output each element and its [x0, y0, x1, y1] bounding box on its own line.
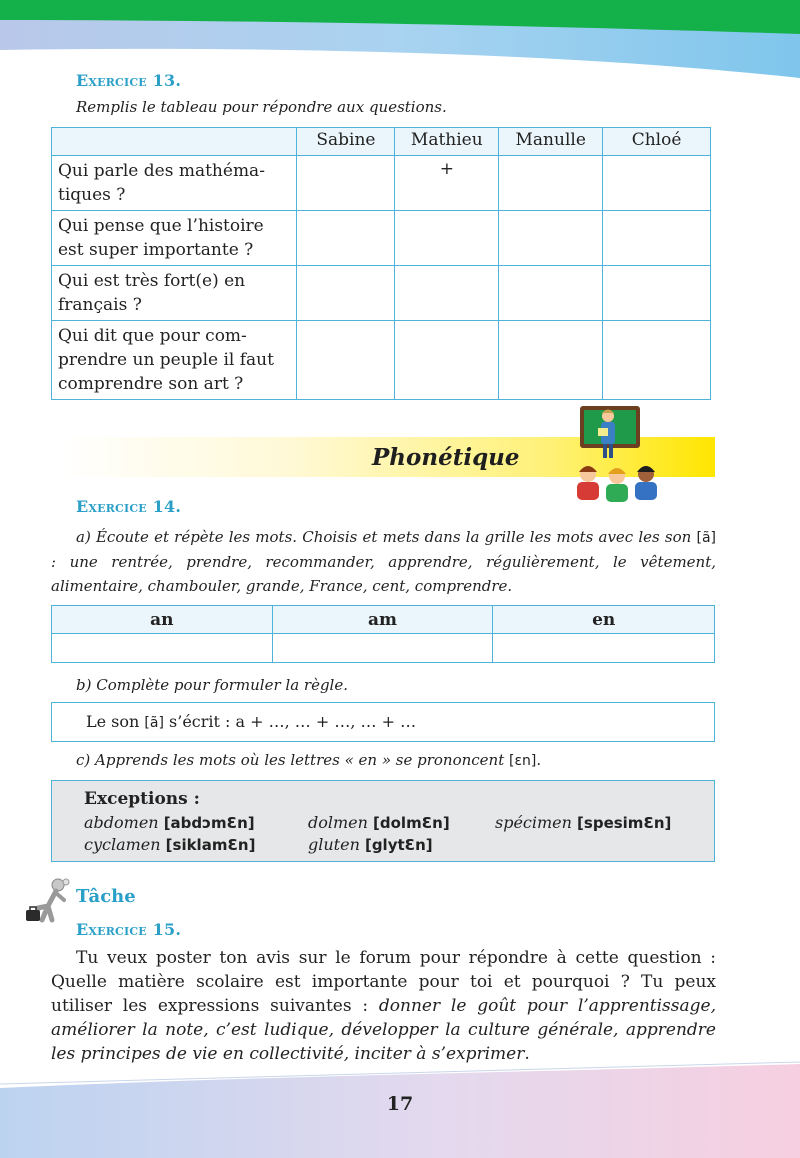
header-sabine: Sabine: [297, 128, 395, 156]
exception-phonetic: [siklamƐn]: [165, 836, 256, 854]
exception-item: [84, 835, 255, 854]
header-manulle: Manulle: [499, 128, 603, 156]
exception-item: [308, 835, 433, 854]
exception-phonetic: [abdɔmƐn]: [163, 814, 255, 832]
exception-item: [495, 813, 671, 832]
exercise-13-title: Exercice 13.: [76, 71, 182, 90]
exercise-15-text: [51, 946, 716, 1066]
exercise-15-title: Exercice 15.: [76, 920, 182, 939]
part-a-text: Écoute et répète les mots. Choisis et mets dans la grille les mots avec les son: [90, 528, 692, 546]
figure-with-briefcase-icon: [20, 876, 72, 932]
rule-box[interactable]: [51, 702, 715, 742]
exercise-15-expressions: donner le goût pour l’apprentissage, améliorer la note, c’est ludique, développer la culture générale, apprendre les principes de vie en collectivité, inciter à s’exprimer: [51, 996, 716, 1064]
question-line: Qui est très fort(e) en: [58, 271, 246, 291]
exception-phonetic: [glytƐn]: [364, 836, 433, 854]
exceptions-title: Exceptions :: [84, 789, 200, 809]
answer-cell[interactable]: [603, 156, 711, 211]
exception-word: cyclamen: [84, 835, 161, 854]
answer-cell[interactable]: [499, 266, 603, 321]
exercise-14-grid: [51, 605, 715, 663]
exception-word: spécimen: [495, 813, 572, 832]
answer-cell[interactable]: [297, 156, 395, 211]
question-cell: [52, 266, 297, 321]
question-line: comprendre son art ?: [58, 374, 244, 394]
table-row: [52, 266, 711, 321]
page-number: 17: [386, 1093, 414, 1115]
exception-word: gluten: [308, 835, 360, 854]
exception-item: [308, 813, 450, 832]
table-row: [52, 156, 711, 211]
rule-prefix: Le son: [86, 712, 145, 731]
tache-title: Tâche: [76, 886, 136, 907]
answer-cell[interactable]: [499, 321, 603, 400]
exception-phonetic: [spesimƐn]: [577, 814, 672, 832]
top-decorative-band: [0, 0, 800, 80]
part-a-label: a): [76, 528, 91, 546]
exception-phonetic: [dolmƐn]: [373, 814, 450, 832]
rule-text: s’écrit : a + …, … + …, … + …: [163, 712, 417, 731]
phonetique-title: Phonétique: [372, 444, 520, 471]
table-row: [52, 321, 711, 400]
part-c-end: .: [536, 751, 542, 769]
exception-word: dolmen: [308, 813, 368, 832]
part-c-text: Apprends les mots où les lettres « en » se prononcent: [90, 751, 510, 769]
table-row: [52, 211, 711, 266]
part-b-text: Complète pour formuler la règle.: [91, 676, 348, 694]
exercise-15-plain: Tu veux poster ton avis sur le forum pour répondre à cette question : Quelle matière scolaire est importante pour toi et pourquoi ? Tu peux utiliser les expressions suivantes :: [51, 948, 716, 1016]
part-a-words: : une rentrée, prendre, recommander, apprendre, régulièrement, le vêtement, alimentaire, chambouler, grande, France, cent, comprendre.: [51, 553, 716, 595]
grid-header-an: an: [52, 606, 273, 634]
grid-header-am: am: [272, 606, 493, 634]
answer-cell[interactable]: [499, 156, 603, 211]
grid-answer-cell[interactable]: [52, 634, 273, 663]
question-cell: [52, 156, 297, 211]
question-line: Qui pense que l’histoire: [58, 216, 264, 236]
header-blank-cell: [52, 128, 297, 156]
answer-cell[interactable]: [395, 321, 499, 400]
exercise-14-part-c: [76, 751, 541, 769]
question-line: prendre un peuple il faut: [58, 350, 274, 370]
exception-item: [84, 813, 255, 832]
grid-header-row: [52, 606, 715, 634]
answer-cell[interactable]: [297, 211, 395, 266]
header-mathieu: Mathieu: [395, 128, 499, 156]
question-line: Qui parle des mathéma-: [58, 161, 265, 181]
answer-cell[interactable]: [603, 321, 711, 400]
table-header-row: [52, 128, 711, 156]
grid-answer-row: [52, 634, 715, 663]
answer-cell[interactable]: [297, 321, 395, 400]
header-chloe: Chloé: [603, 128, 711, 156]
exercise-14-part-b: [76, 676, 348, 694]
answer-cell[interactable]: [395, 266, 499, 321]
grid-header-en: en: [493, 606, 715, 634]
question-line: français ?: [58, 295, 142, 315]
exercise-13-table: [51, 127, 711, 400]
part-a-phonetic: [ã]: [696, 530, 716, 546]
answer-cell[interactable]: [499, 211, 603, 266]
exercise-13-instruction: Remplis le tableau pour répondre aux questions.: [76, 98, 447, 116]
exercise-14-part-a: [51, 525, 716, 598]
question-cell: [52, 211, 297, 266]
answer-cell[interactable]: [603, 266, 711, 321]
question-line: Qui dit que pour com-: [58, 326, 247, 346]
question-line: est super importante ?: [58, 240, 254, 260]
rule-phonetic: [ã]: [144, 715, 164, 731]
answer-cell[interactable]: +: [395, 156, 499, 211]
answer-cell[interactable]: [603, 211, 711, 266]
part-b-label: b): [76, 676, 92, 694]
answer-cell[interactable]: [297, 266, 395, 321]
question-line: tiques ?: [58, 185, 126, 205]
exception-word: abdomen: [84, 813, 159, 832]
exceptions-box: [51, 780, 715, 862]
teacher-and-students-icon: [568, 404, 674, 512]
grid-answer-cell[interactable]: [272, 634, 493, 663]
exercise-14-title: Exercice 14.: [76, 497, 182, 516]
grid-answer-cell[interactable]: [493, 634, 715, 663]
exercise-15-end: .: [524, 1044, 530, 1064]
question-cell: [52, 321, 297, 400]
answer-cell[interactable]: [395, 211, 499, 266]
part-c-label: c): [76, 751, 91, 769]
part-c-phonetic: [ɛn]: [509, 753, 537, 769]
